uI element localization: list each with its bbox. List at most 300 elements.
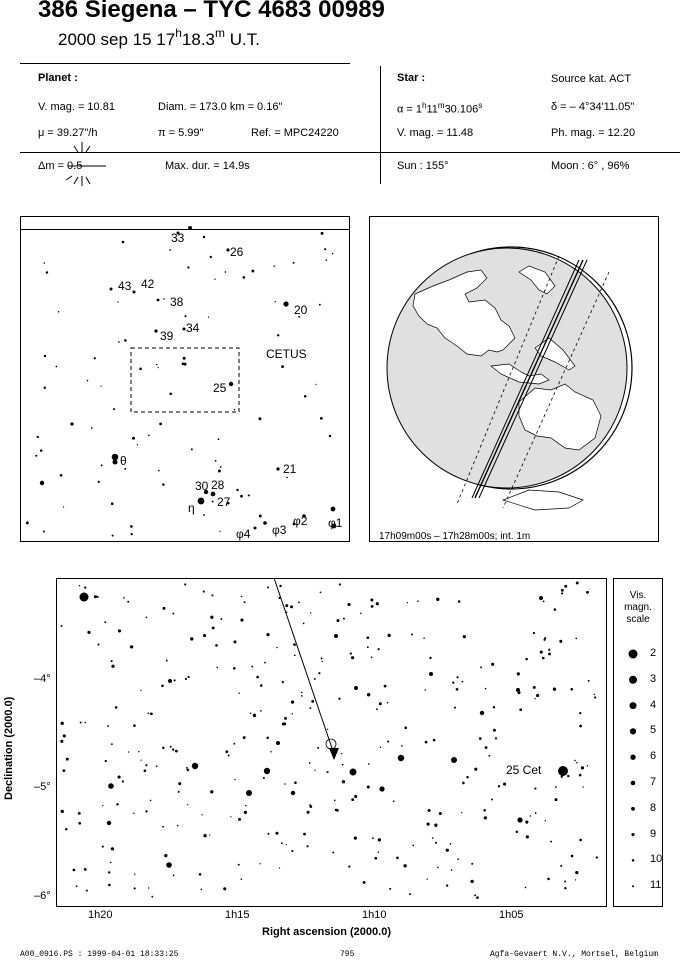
field-star: [462, 782, 465, 785]
finder-star: [236, 489, 238, 491]
finder-star: [44, 355, 46, 357]
field-star: [517, 691, 520, 694]
finder-star: [94, 357, 96, 359]
field-star: [203, 634, 206, 637]
field-star: [423, 637, 425, 639]
field-star: [187, 804, 188, 805]
field-star: [466, 776, 468, 778]
field-star: [426, 878, 427, 879]
field-star: [579, 725, 582, 728]
finder-star: [220, 466, 222, 468]
field-star: [536, 694, 539, 697]
field-star: [318, 672, 320, 674]
footer-page: 795: [340, 950, 355, 959]
finder-star: [293, 262, 295, 264]
time-suffix: U.T.: [225, 30, 260, 49]
finder-star: [210, 256, 212, 258]
finder-star: [219, 531, 220, 532]
field-star: [260, 863, 261, 864]
field-star: [134, 887, 136, 889]
field-star: [291, 850, 293, 852]
field-star: [411, 634, 413, 636]
field-star: [474, 894, 476, 896]
field-star: [188, 676, 190, 678]
field-star: [150, 713, 153, 716]
field-star: [187, 769, 190, 772]
field-star: [78, 812, 81, 815]
field-star: [172, 613, 174, 615]
field-star: [525, 821, 528, 824]
finder-star: [218, 438, 220, 440]
field-star: [98, 644, 100, 646]
field-star: [474, 768, 477, 771]
field-star: [404, 726, 407, 729]
field-star: [439, 812, 442, 815]
field-star: [525, 887, 527, 889]
finder-star: [218, 470, 221, 473]
field-star: [350, 769, 357, 776]
finder-star: [117, 301, 118, 302]
field-star: [574, 760, 576, 762]
field-star: [246, 790, 252, 796]
field-star: [334, 634, 338, 638]
field-star: [105, 760, 107, 762]
footer-company: Agfa-Gevaert N.V., Mortsel, Belgium: [490, 950, 659, 959]
finder-star: [273, 265, 274, 266]
header-rule-left: [20, 63, 350, 64]
alpha-h: h: [422, 101, 427, 110]
field-star: [446, 884, 448, 886]
track-arrowhead: [329, 748, 339, 760]
field-star: [303, 833, 306, 836]
field-star: [335, 809, 338, 812]
field-star: [291, 700, 294, 703]
field-star: [80, 593, 89, 602]
field-star: [134, 873, 135, 874]
field-star: [201, 814, 202, 815]
finder-star: [277, 334, 279, 336]
field-star: [216, 667, 218, 669]
star-label-20: 20: [294, 303, 308, 317]
finder-star: [169, 392, 172, 395]
finder-star: [46, 271, 48, 273]
field-star: [564, 881, 566, 883]
finder-star: [212, 501, 214, 503]
finder-star: [191, 448, 193, 450]
field-star: [451, 869, 453, 871]
field-star: [360, 612, 362, 614]
star-label-26: 26: [230, 245, 244, 259]
field-star: [210, 616, 213, 619]
field-star: [111, 665, 114, 668]
finder-star: [208, 316, 209, 317]
star-heading: Star :: [397, 72, 426, 84]
field-star: [309, 762, 311, 764]
field-star: [378, 838, 381, 841]
field-star: [579, 839, 582, 842]
field-star: [97, 596, 99, 598]
y-axis-label: Declination (2000.0): [3, 696, 15, 800]
field-star: [596, 856, 598, 858]
field-star: [480, 711, 484, 715]
field-star: [238, 818, 241, 821]
delta-m: Δm = 0.5: [38, 160, 83, 172]
field-star: [403, 864, 406, 867]
field-star: [148, 712, 150, 714]
scale-label: 6: [650, 750, 657, 763]
field-star: [111, 743, 113, 745]
field-star: [150, 800, 152, 802]
finder-star: [234, 409, 235, 410]
field-star: [108, 884, 111, 887]
finder-star: [281, 365, 284, 368]
field-star: [547, 878, 550, 881]
star-label-theta: θ: [120, 454, 127, 468]
finder-star: [137, 444, 138, 445]
field-star: [66, 758, 69, 761]
field-star: [172, 749, 174, 751]
field-star: [107, 821, 111, 825]
field-star: [311, 700, 314, 703]
field-star: [470, 880, 473, 883]
field-star: [178, 791, 180, 793]
scale-label: 3: [650, 672, 657, 685]
field-star: [310, 612, 312, 614]
field-star: [260, 710, 262, 712]
field-star: [174, 679, 176, 681]
finder-star: [130, 525, 133, 528]
antarctica-edge: [503, 490, 583, 510]
field-star: [387, 634, 390, 637]
field-star: [79, 585, 80, 586]
field-star: [437, 867, 439, 869]
finder-star: [148, 435, 150, 437]
field-star: [144, 769, 147, 772]
field-star: [267, 586, 269, 588]
finder-star: [101, 464, 103, 466]
field-star: [579, 774, 582, 777]
finder-star: [198, 498, 205, 505]
field-star: [558, 766, 568, 776]
field-star: [379, 786, 384, 791]
field-star: [138, 751, 139, 752]
x-axis-label: Right ascension (2000.0): [262, 926, 391, 938]
field-star: [338, 698, 340, 700]
field-star: [61, 810, 64, 813]
field-star: [223, 887, 226, 890]
field-star: [270, 751, 272, 753]
field-star: [266, 633, 269, 636]
finder-star: [158, 367, 159, 368]
field-star: [321, 661, 322, 662]
finder-star: [124, 339, 127, 342]
field-star: [145, 764, 147, 766]
field-star: [276, 741, 280, 745]
field-star: [387, 741, 389, 743]
finder-star: [87, 380, 89, 382]
field-star: [525, 658, 527, 660]
field-star: [376, 602, 379, 605]
finder-star: [159, 423, 162, 426]
field-star: [436, 598, 439, 601]
scale-label: 9: [650, 827, 657, 840]
star-label-25: 25: [213, 381, 227, 395]
field-star: [184, 583, 186, 585]
field-star: [190, 637, 193, 640]
field-star: [301, 695, 303, 697]
field-star: [86, 890, 88, 892]
field-star: [350, 652, 352, 654]
star-alpha: [397, 101, 482, 116]
field-star: [451, 757, 457, 763]
field-star: [334, 800, 336, 802]
field-star: [212, 626, 215, 629]
field-star: [307, 811, 310, 814]
sun-elongation: Sun : 155°: [397, 160, 449, 172]
field-star: [545, 820, 546, 821]
star-label-phi4: φ4: [236, 527, 251, 541]
finder-star: [132, 437, 135, 440]
field-star: [427, 822, 430, 825]
finder-star: [315, 384, 316, 385]
field-star: [127, 601, 129, 603]
scale-dot: [630, 702, 637, 709]
field-star: [250, 713, 251, 714]
field-star: [327, 771, 329, 773]
x-tick-3: 1h10: [362, 909, 387, 921]
finder-star: [203, 236, 205, 238]
field-star: [102, 805, 103, 806]
field-star: [166, 660, 168, 662]
star-label-33: 33: [171, 231, 185, 245]
star-label-25-cet: 25 Cet: [506, 763, 542, 777]
field-star: [209, 834, 210, 835]
field-star: [491, 799, 493, 801]
field-star: [111, 847, 114, 850]
field-star: [228, 755, 230, 757]
scale-title-line-3: scale: [626, 614, 650, 625]
field-star: [62, 769, 65, 772]
field-star: [123, 597, 125, 599]
star-label-42: 42: [141, 277, 155, 291]
field-star: [332, 852, 334, 854]
field-star: [433, 739, 436, 742]
field-star: [533, 686, 536, 689]
field-star: [309, 707, 311, 709]
field-star: [368, 763, 370, 765]
field-star: [104, 621, 106, 623]
finder-star: [283, 301, 288, 306]
field-star: [417, 600, 419, 602]
field-star: [178, 782, 181, 785]
field-star: [435, 842, 437, 844]
field-star: [379, 702, 382, 705]
field-star: [480, 666, 482, 668]
field-star: [461, 812, 462, 813]
light-drop-icon: [48, 140, 128, 190]
finder-chart-svg: [20, 216, 350, 542]
scale-dot: [631, 833, 634, 836]
finder-star: [329, 435, 331, 437]
star-vmag: V. mag. = 11.48: [397, 127, 474, 139]
field-star: [389, 888, 391, 890]
star-source: Source kat. ACT: [551, 73, 632, 85]
field-star: [230, 816, 231, 817]
field-star: [554, 608, 557, 611]
finder-star: [163, 298, 165, 300]
field-star: [463, 635, 466, 638]
field-star: [575, 638, 577, 640]
field-star: [146, 617, 148, 619]
finder-star: [276, 467, 279, 470]
field-star: [456, 688, 459, 691]
field-star: [141, 759, 142, 760]
scale-title-line-1: Vis.: [629, 590, 647, 601]
field-star: [561, 776, 563, 778]
field-star: [145, 810, 147, 812]
event-datetime: [58, 26, 260, 50]
field-star: [378, 648, 380, 650]
field-star: [380, 747, 381, 748]
finder-star: [188, 226, 192, 230]
field-star: [483, 809, 486, 812]
field-star: [151, 896, 153, 898]
field-star: [284, 717, 287, 720]
field-star: [251, 666, 253, 668]
field-star: [517, 817, 522, 822]
field-star: [241, 596, 243, 598]
field-star: [343, 618, 345, 620]
field-star: [173, 874, 175, 876]
field-star: [354, 795, 357, 798]
field-star: [347, 603, 350, 606]
field-star: [594, 694, 595, 695]
constellation-label: CETUS: [266, 347, 307, 361]
finder-star: [118, 341, 120, 343]
field-star: [128, 751, 129, 752]
field-star: [301, 692, 303, 694]
field-star: [503, 783, 506, 786]
field-star: [320, 591, 322, 593]
field-star: [458, 600, 461, 603]
finder-star: [158, 470, 160, 472]
field-star: [339, 583, 341, 585]
field-star: [234, 640, 237, 643]
finder-star: [185, 315, 187, 317]
scale-dot: [632, 885, 634, 887]
finder-star: [243, 276, 246, 279]
scale-title-line-2: magn.: [624, 602, 652, 613]
field-star: [567, 775, 569, 777]
finder-star: [248, 494, 250, 496]
field-star: [526, 835, 529, 838]
finder-star: [324, 248, 326, 250]
info-divider: [380, 66, 381, 184]
field-star: [168, 679, 172, 683]
finder-star: [187, 266, 189, 268]
finder-star: [254, 527, 257, 530]
field-star: [303, 622, 305, 624]
field-star: [161, 685, 164, 688]
page-title: 386 Siegena – TYC 4683 00989: [38, 0, 385, 23]
field-star: [429, 657, 431, 659]
field-star: [564, 585, 567, 588]
field-star: [456, 676, 458, 678]
field-star: [215, 644, 218, 647]
alpha-s: s: [478, 101, 483, 110]
field-star: [530, 815, 531, 816]
field-star: [543, 601, 545, 603]
field-star: [84, 868, 87, 871]
field-star: [372, 837, 374, 839]
field-star: [370, 599, 373, 602]
scale-label: 11: [650, 879, 662, 892]
field-star: [285, 604, 288, 607]
field-star: [238, 864, 240, 866]
field-star: [283, 722, 286, 725]
field-star: [275, 832, 278, 835]
field-star: [175, 750, 178, 753]
finder-star: [258, 417, 261, 420]
scale-label: 8: [650, 801, 657, 814]
field-star: [327, 729, 328, 730]
field-star: [553, 687, 556, 690]
field-star: [94, 595, 97, 598]
finder-star: [156, 364, 157, 365]
field-star: [588, 680, 590, 682]
asteroid-track: [274, 578, 334, 754]
field-star: [371, 605, 374, 608]
field-star: [575, 879, 576, 880]
star-label-21: 21: [283, 462, 297, 476]
finder-star: [320, 417, 323, 420]
finder-star: [325, 259, 327, 261]
y-tick-2: –5°: [34, 781, 51, 793]
field-star: [118, 629, 121, 632]
planet-diam: Diam. = 173.0 km = 0.16": [158, 101, 283, 113]
finder-star: [35, 455, 37, 457]
finder-star: [133, 291, 136, 294]
field-star: [576, 762, 577, 763]
scale-dot: [629, 676, 637, 684]
finder-star: [211, 492, 216, 497]
field-star: [534, 788, 536, 790]
finder-star: [101, 386, 102, 387]
field-star: [342, 764, 344, 766]
alpha-sec: 30.106: [444, 103, 479, 116]
field-star: [479, 737, 482, 740]
finder-star: [332, 253, 333, 254]
field-star: [583, 786, 584, 787]
max-duration: Max. dur. = 14.9s: [165, 160, 250, 172]
scale-label: 10: [650, 853, 663, 866]
field-star: [484, 816, 487, 819]
field-star: [471, 863, 473, 865]
field-star: [519, 708, 522, 711]
scale-dot: [632, 859, 635, 862]
field-star: [201, 888, 203, 890]
finder-star: [122, 241, 125, 244]
finder-star: [286, 477, 288, 479]
field-star: [378, 851, 380, 853]
field-star: [307, 845, 309, 847]
field-star: [341, 753, 342, 754]
field-star: [354, 836, 357, 839]
field-star: [376, 708, 378, 710]
field-star: [108, 783, 114, 789]
field-star: [177, 825, 179, 827]
field-star: [263, 777, 265, 779]
